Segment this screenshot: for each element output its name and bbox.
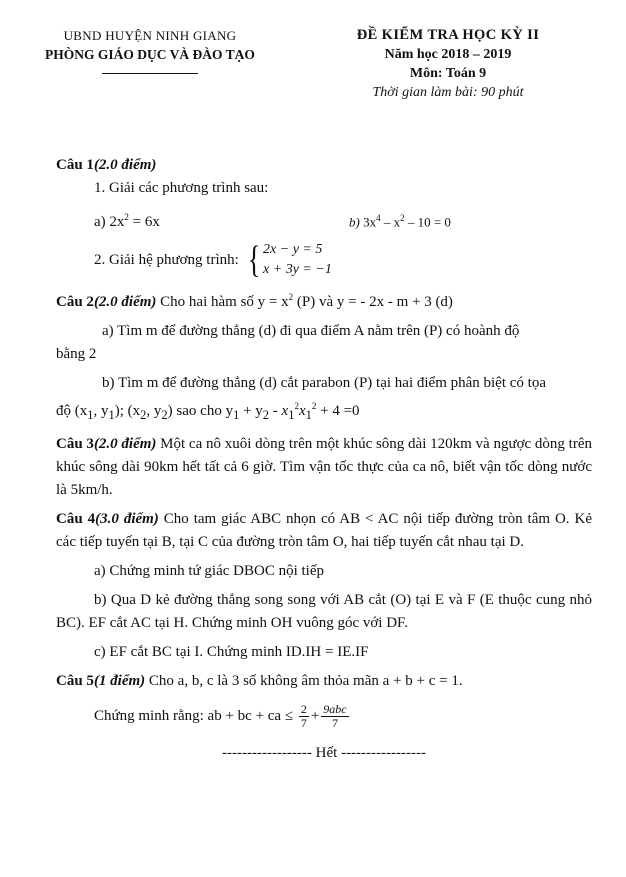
q4-points: (3.0 điểm) (95, 511, 159, 527)
school-year: Năm học 2018 – 2019 (384, 47, 512, 62)
q4-text: Cho tam giác ABC nhọn có AB < AC nội tiếp đường tròn tâm O. Kẻ các tiếp tuyến tại B, tại C của đường tròn tâm O, hai tiếp tuyến cắt nhau tại D. (56, 511, 592, 550)
q1-label: Câu 1 (56, 157, 94, 173)
q2-points: (2.0 điểm) (93, 294, 157, 310)
q3-points: (2.0 điểm) (93, 436, 157, 452)
q1-equations (56, 206, 592, 234)
exam-title: ĐỀ KIỂM TRA HỌC KỲ II (356, 27, 540, 43)
q3-label: Câu 3 (56, 436, 94, 452)
q4-part-a: a) Chứng minh tứ giác DBOC nội tiếp (94, 563, 324, 579)
q4-label: Câu 4 (56, 511, 96, 527)
q2-part-a: a) Tìm m để đường thẳng (d) đi qua điểm A nằm trên (P) có hoành độ (102, 323, 520, 339)
system-line-2: x + 3y = −1 (263, 262, 332, 277)
fraction-9abc-7: $\frac{\text{9abc}}{7}$ (323, 702, 347, 730)
org-line-2: PHÒNG GIÁO DỤC VÀ ĐÀO TẠO (45, 47, 255, 62)
q1-system (56, 240, 592, 280)
time-limit: Thời gian làm bài: 90 phút (372, 85, 524, 100)
q2-intro: Câu 2(2.0 điểm) Cho hai hàm số $y = x^2$ (P) và y = - 2x - m + 3 (d) (56, 292, 453, 310)
q1-item2: 2. Giải hệ phương trình: (94, 251, 239, 268)
q5 (56, 670, 592, 693)
q1-eq-a: a) $2x^2 = 6x$ (94, 212, 160, 230)
org-line-1: UBND HUYỆN NINH GIANG (63, 28, 237, 43)
q1-heading (56, 154, 592, 177)
header-right (318, 26, 578, 102)
end-marker: ------------------ Hết ----------------- (222, 745, 426, 761)
q5-inequality: Chứng minh rằng: ab + bc + ca ≤ $\frac{2}{7}$ + $\frac{\text{9abc}}{7}$ (94, 702, 347, 730)
q2-label: Câu 2 (56, 294, 94, 310)
q4 (56, 508, 592, 554)
q2-part-b: b) Tìm m để đường thẳng (d) cắt parabon (P) tại hai điểm phân biệt có tọa (102, 375, 546, 391)
q1-item1: 1. Giải các phương trình sau: (94, 180, 269, 196)
header-underline (102, 73, 198, 74)
q1-points: (2.0 điểm) (93, 157, 157, 173)
q5-points: (1 điểm) (93, 673, 146, 689)
q3 (56, 433, 592, 502)
brace-icon: { (247, 239, 261, 281)
equation-system (245, 240, 332, 280)
q4-part-c: c) EF cắt BC tại I. Chứng minh ID.IH = IE.IF (94, 644, 369, 660)
q5-text: Cho a, b, c là 3 số không âm thỏa mãn a + b + c = 1. (145, 673, 463, 689)
q1-eq-b: b) $3x^4 - x^2 - 10 = 0$ (349, 212, 451, 229)
q5-label: Câu 5 (56, 673, 94, 689)
q3-text: Một ca nô xuôi dòng trên một khúc sông dài 120km và ngược dòng trên khúc sông dài 90km hết tất cả 6 giờ. Tìm vận tốc thực của ca nô, biết vận tốc dòng nước là 5km/h. (56, 436, 593, 498)
q4-part-b: b) Qua D kẻ đường thẳng song song với AB cắt (O) tại E và F (E thuộc cung nhỏ BC). EF cắt AC tại H. Chứng minh OH vuông góc với DF. (56, 592, 592, 631)
q2-part-a-cont: bằng 2 (56, 346, 97, 362)
system-line-1: 2x − y = 5 (263, 242, 323, 257)
exam-body (56, 154, 592, 765)
header-left (40, 26, 260, 74)
fraction-2-7: $\frac{2}{7}$ (300, 702, 307, 730)
q2-part-b-cont: độ ($x_1$, $y_1$); ($x_2$, $y_2$) sao cho $y_1 + y_2 - x_1^2x_1^2 + 4 =0$ (56, 401, 360, 422)
subject: Môn: Toán 9 (409, 66, 487, 81)
